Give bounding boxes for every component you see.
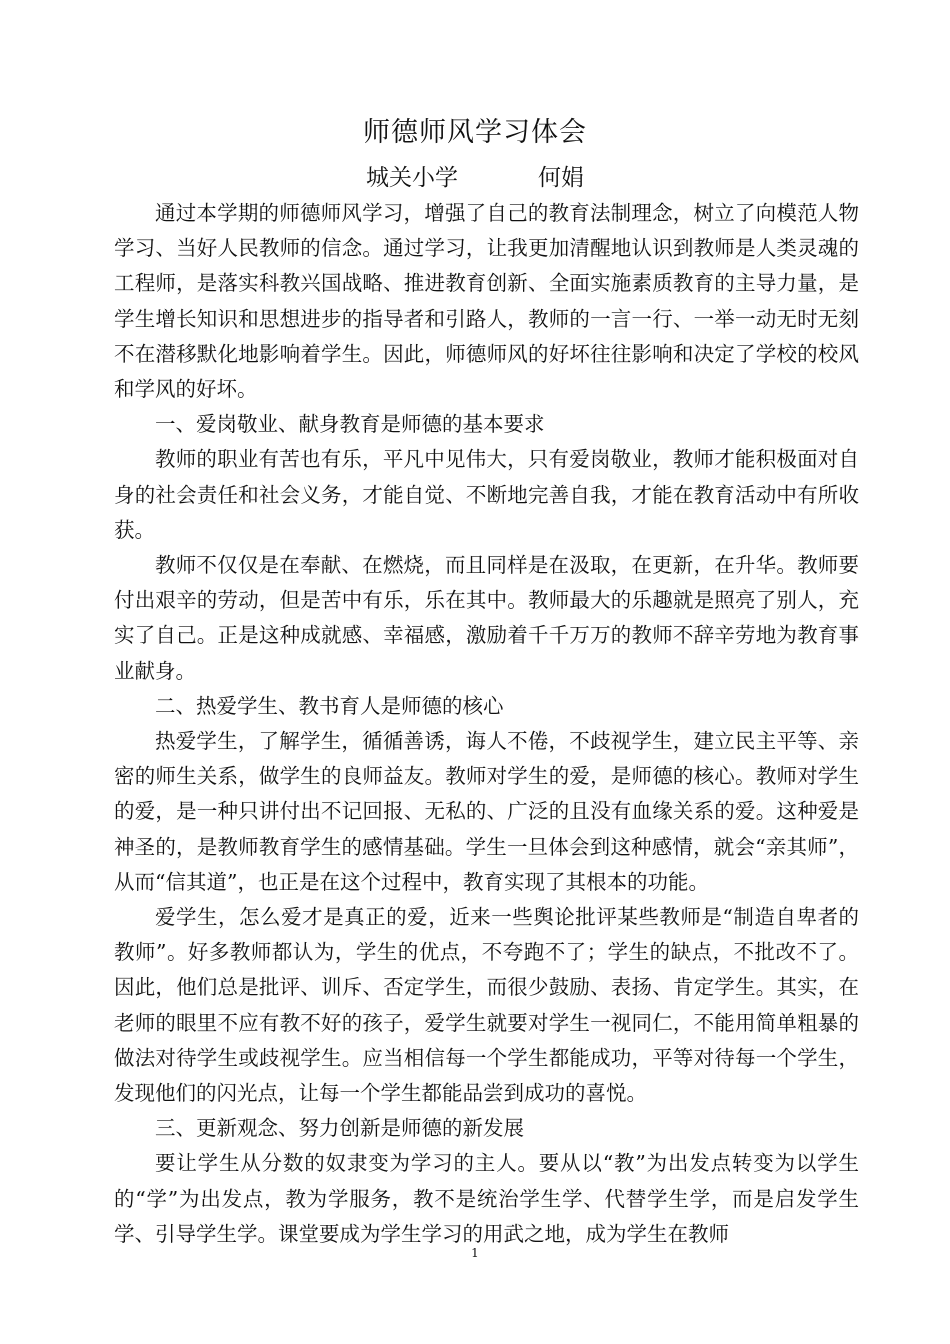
author-name: 何娟 bbox=[538, 165, 584, 191]
byline bbox=[0, 158, 950, 198]
document-title: 师德师风学习体会 bbox=[363, 117, 587, 148]
section-heading-2: 二、热爱学生、教书育人是师德的核心 bbox=[155, 693, 504, 718]
paragraph: 热爱学生，了解学生，循循善诱，诲人不倦，不歧视学生，建立民主平等、亲密的师生关系，做学生的良师益友。教师对学生的爱，是师德的核心。教师对学生的爱，是一种只讲付出不记回报、无私的、广泛的且没有血缘关系的爱。这种爱是神圣的，是教师教育学生的感情基础。学生一旦体会到这种感情，就会“亲其师”，从而“信其道”，也正是在这个过程中，教育实现了其根本的功能。 bbox=[114, 729, 859, 894]
section-heading-1: 一、爱岗敬业、献身教育是师德的基本要求 bbox=[155, 412, 545, 437]
school-name: 城关小学 bbox=[366, 165, 458, 191]
paragraph-intro: 通过本学期的师德师风学习，增强了自己的教育法制理念，树立了向模范人物学习、当好人民教师的信念。通过学习，让我更加清醒地认识到教师是人类灵魂的工程师，是落实科教兴国战略、推进教育创新、全面实施素质教育的主导力量，是学生增长知识和思想进步的指导者和引路人，教师的一言一行、一举一动无时无刻不在潜移默化地影响着学生。因此，师德师风的好坏往往影响和决定了学校的校风和学风的好坏。 bbox=[114, 201, 859, 402]
page-number: 1 bbox=[471, 1246, 479, 1260]
document-body bbox=[114, 196, 859, 1252]
paragraph: 要让学生从分数的奴隶变为学习的主人。要从以“教”为出发点转变为以学生的“学”为出发点，教为学服务，教不是统治学生学、代替学生学，而是启发学生学、引导学生学。课堂要成为学生学习的用武之地，成为学生在教师 bbox=[114, 1151, 859, 1246]
paragraph: 教师的职业有苦也有乐，平凡中见伟大，只有爱岗敬业，教师才能积极面对自身的社会责任和社会义务，才能自觉、不断地完善自我，才能在教育活动中有所收获。 bbox=[114, 447, 859, 542]
section-heading-3: 三、更新观念、努力创新是师德的新发展 bbox=[155, 1116, 524, 1141]
paragraph: 教师不仅仅是在奉献、在燃烧，而且同样是在汲取，在更新，在升华。教师要付出艰辛的劳动，但是苦中有乐，乐在其中。教师最大的乐趣就是照亮了别人，充实了自己。正是这种成就感、幸福感，激励着千千万万的教师不辞辛劳地为教育事业献身。 bbox=[114, 553, 859, 683]
paragraph: 爱学生，怎么爱才是真正的爱，近来一些舆论批评某些教师是“制造自卑者的教师”。好多教师都认为，学生的优点，不夸跑不了；学生的缺点，不批改不了。因此，他们总是批评、训斥、否定学生，而很少鼓励、表扬、肯定学生。其实，在老师的眼里不应有教不好的孩子，爱学生就要对学生一视同仁，不能用简单粗暴的做法对待学生或歧视学生。应当相信每一个学生都能成功，平等对待每一个学生，发现他们的闪光点，让每一个学生都能品尝到成功的喜悦。 bbox=[114, 905, 859, 1106]
